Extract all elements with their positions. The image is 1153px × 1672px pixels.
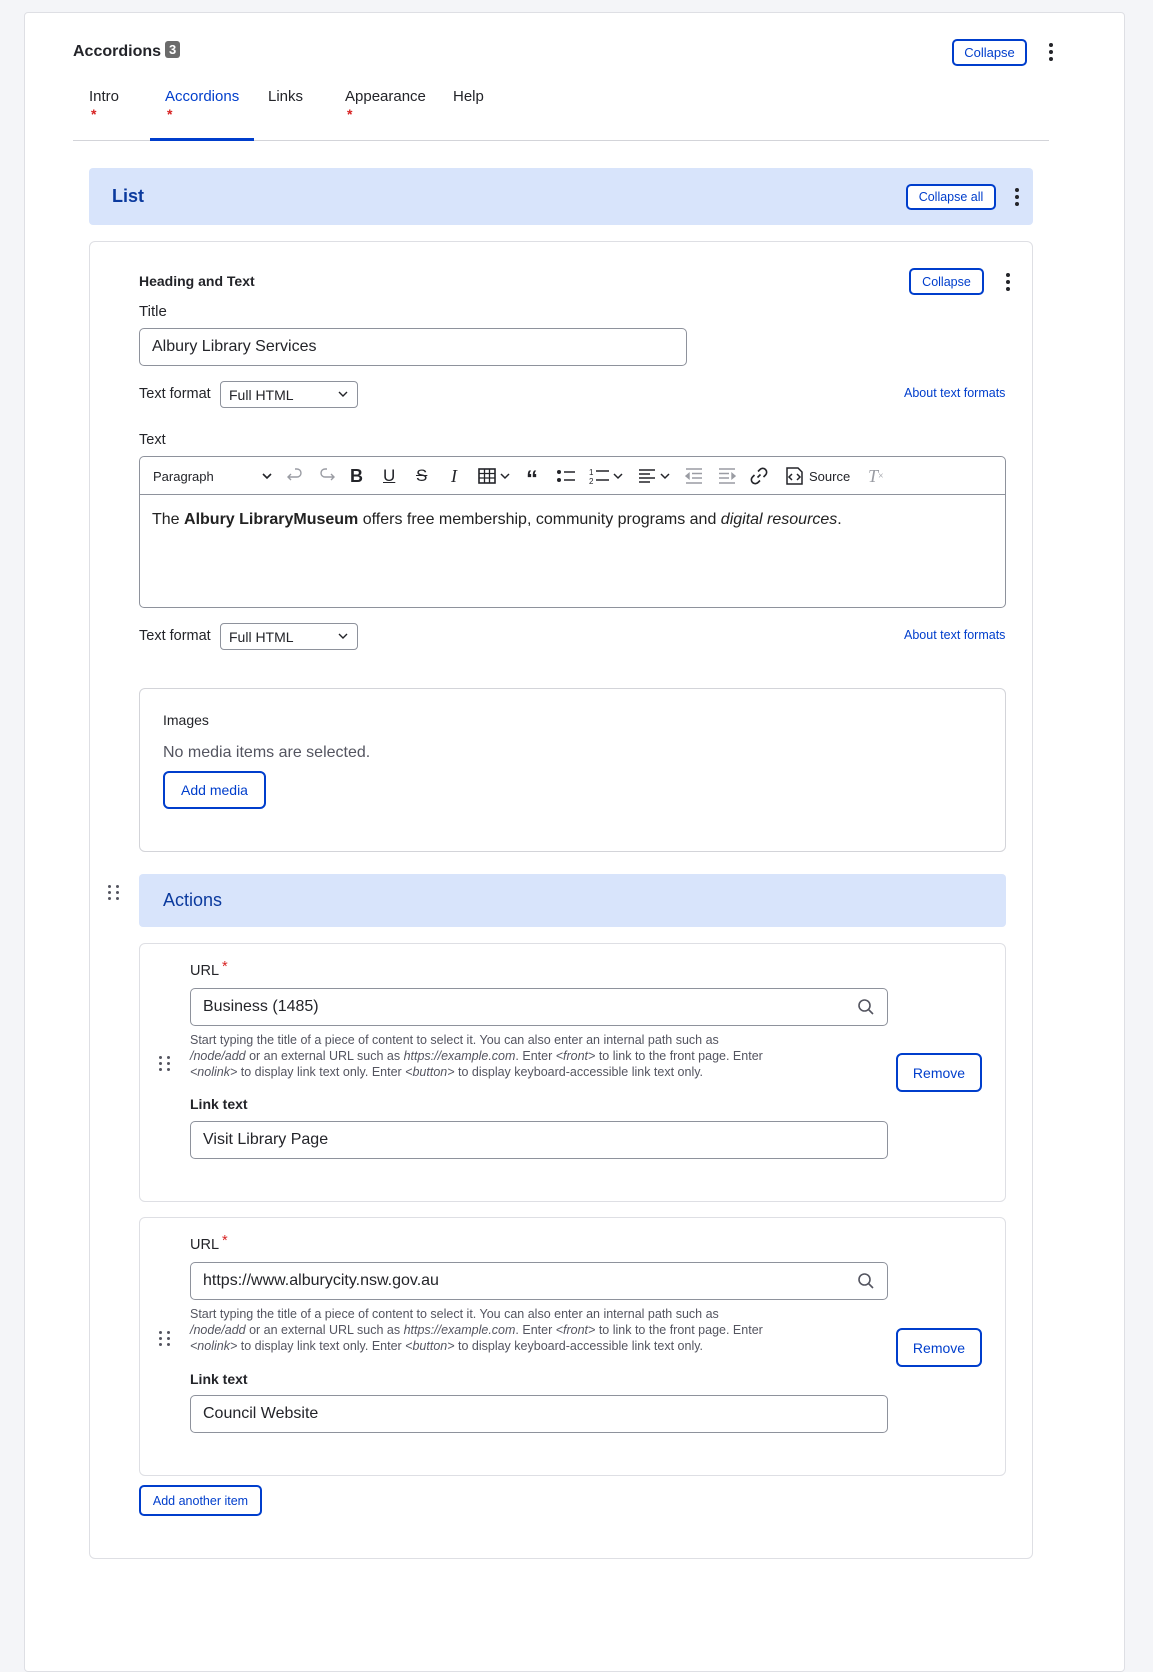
- url-help-text: Start typing the title of a piece of content to select it. You can also enter an internal path such as /node/add or an external URL such as https://example.com. Enter <front> to link to the front page. Enter <nolink> to display link text only. Enter <button> to display keyboard-accessible link text only.: [190, 1033, 763, 1079]
- tab-intro-required-marker: *: [91, 106, 97, 122]
- chevron-down-icon: [337, 388, 349, 400]
- text-field-label: Text: [139, 432, 166, 448]
- url-input-value: https://www.alburycity.nsw.gov.au: [203, 1272, 439, 1289]
- remove-button[interactable]: Remove: [896, 1328, 982, 1367]
- url-field-label: [190, 1233, 228, 1253]
- search-icon: [857, 1272, 875, 1290]
- body-text: .: [837, 511, 842, 528]
- add-media-button[interactable]: Add media: [163, 771, 266, 809]
- widget-more-options-icon[interactable]: [1043, 40, 1059, 64]
- remove-button[interactable]: Remove: [896, 1053, 982, 1092]
- text-format-label: Text format: [139, 386, 211, 402]
- editor-content[interactable]: [152, 511, 842, 529]
- numbered-list-icon[interactable]: [588, 465, 623, 487]
- redo-icon[interactable]: [318, 465, 336, 487]
- source-label: Source: [809, 468, 851, 484]
- remove-format-icon[interactable]: T ×: [868, 465, 884, 486]
- source-icon: [785, 466, 805, 486]
- svg-text:1: 1: [589, 468, 594, 477]
- no-media-message: No media items are selected.: [163, 744, 371, 761]
- tab-help[interactable]: Help: [453, 88, 484, 105]
- outdent-icon[interactable]: [685, 465, 703, 487]
- body-italic-text: digital resources: [720, 511, 838, 528]
- required-marker: *: [222, 959, 228, 975]
- list-title: List: [112, 186, 145, 206]
- italic-icon[interactable]: I: [451, 465, 457, 486]
- tab-accordions-required-marker: *: [167, 106, 173, 122]
- collapse-paragraph-button[interactable]: Collapse: [909, 268, 984, 295]
- tab-appearance-required-marker: *: [347, 106, 353, 122]
- body-bold-text: Albury LibraryMuseum: [184, 511, 359, 528]
- indent-icon[interactable]: [718, 465, 736, 487]
- actions-header-bar: [139, 874, 1006, 927]
- add-another-item-button[interactable]: Add another item: [139, 1485, 262, 1516]
- text-format-label-2: Text format: [139, 628, 211, 644]
- rich-text-editor: [139, 456, 1006, 608]
- bulleted-list-icon[interactable]: [556, 465, 576, 487]
- search-icon: [857, 998, 875, 1016]
- link-text-input[interactable]: Visit Library Page: [190, 1121, 888, 1159]
- paragraph-type-label: Heading and Text: [139, 273, 255, 289]
- bold-icon[interactable]: B: [350, 465, 363, 486]
- body-text: offers free membership, community programs and: [358, 511, 721, 528]
- item-count-badge: 3: [165, 41, 180, 58]
- list-header-bar: [89, 168, 1033, 225]
- text-format-select-value: Full HTML: [229, 628, 294, 645]
- underline-icon[interactable]: U: [383, 466, 396, 485]
- url-input-value: Business (1485): [203, 998, 319, 1015]
- list-more-options-icon[interactable]: [1009, 185, 1025, 209]
- undo-icon[interactable]: [286, 465, 304, 487]
- svg-text:2: 2: [589, 477, 594, 485]
- text-format-select-value: Full HTML: [229, 386, 294, 403]
- paragraph-more-options-icon[interactable]: [1000, 270, 1016, 294]
- text-format-select[interactable]: [220, 381, 358, 408]
- link-text-input[interactable]: Council Website: [190, 1395, 888, 1433]
- images-label: Images: [163, 712, 209, 728]
- chevron-down-icon: [261, 470, 273, 482]
- url-help-text: Start typing the title of a piece of content to select it. You can also enter an internal path such as /node/add or an external URL such as https://example.com. Enter <front> to link to the front page. Enter <nolink> to display link text only. Enter <button> to display keyboard-accessible link text only.: [190, 1307, 763, 1353]
- tab-appearance[interactable]: Appearance: [345, 88, 426, 105]
- tab-intro[interactable]: Intro: [89, 88, 120, 105]
- text-format-select-2[interactable]: [220, 623, 358, 650]
- drag-handle-icon[interactable]: [159, 1331, 171, 1346]
- actions-title: Actions: [163, 890, 223, 910]
- title-input[interactable]: Albury Library Services: [139, 328, 687, 366]
- align-icon[interactable]: [638, 465, 670, 487]
- url-label-text: URL: [190, 1237, 220, 1253]
- about-text-formats-link[interactable]: About text formats: [904, 386, 1006, 400]
- tab-links[interactable]: Links: [268, 88, 304, 105]
- images-field: [139, 688, 1006, 852]
- url-input[interactable]: [190, 988, 888, 1026]
- collapse-all-button[interactable]: Collapse all: [906, 184, 996, 210]
- link-text-label: Link text: [190, 1371, 248, 1387]
- table-icon[interactable]: [478, 465, 510, 487]
- active-tab-indicator: [150, 138, 254, 141]
- url-field-label: [190, 959, 228, 979]
- source-button[interactable]: [785, 465, 850, 487]
- url-input[interactable]: [190, 1262, 888, 1300]
- chevron-down-icon: [337, 630, 349, 642]
- body-text: The: [152, 511, 185, 528]
- link-icon[interactable]: [750, 465, 768, 487]
- widget-title: [73, 41, 180, 61]
- heading-dropdown[interactable]: [153, 465, 273, 487]
- heading-dropdown-value: Paragraph: [153, 468, 214, 484]
- drag-handle-icon[interactable]: [108, 885, 120, 900]
- url-label-text: URL: [190, 963, 220, 979]
- about-text-formats-link-2[interactable]: About text formats: [904, 628, 1006, 642]
- widget-title-text: Accordions: [73, 43, 162, 60]
- tab-accordions[interactable]: Accordions: [165, 88, 240, 105]
- blockquote-icon[interactable]: “: [526, 466, 538, 493]
- title-field-label: Title: [139, 303, 167, 320]
- drag-handle-icon[interactable]: [159, 1056, 171, 1071]
- required-marker: *: [222, 1233, 228, 1249]
- link-text-label: Link text: [190, 1096, 248, 1112]
- strikethrough-icon[interactable]: S: [416, 466, 428, 485]
- editor-toolbar: [140, 457, 1005, 495]
- collapse-widget-button[interactable]: Collapse: [952, 39, 1027, 66]
